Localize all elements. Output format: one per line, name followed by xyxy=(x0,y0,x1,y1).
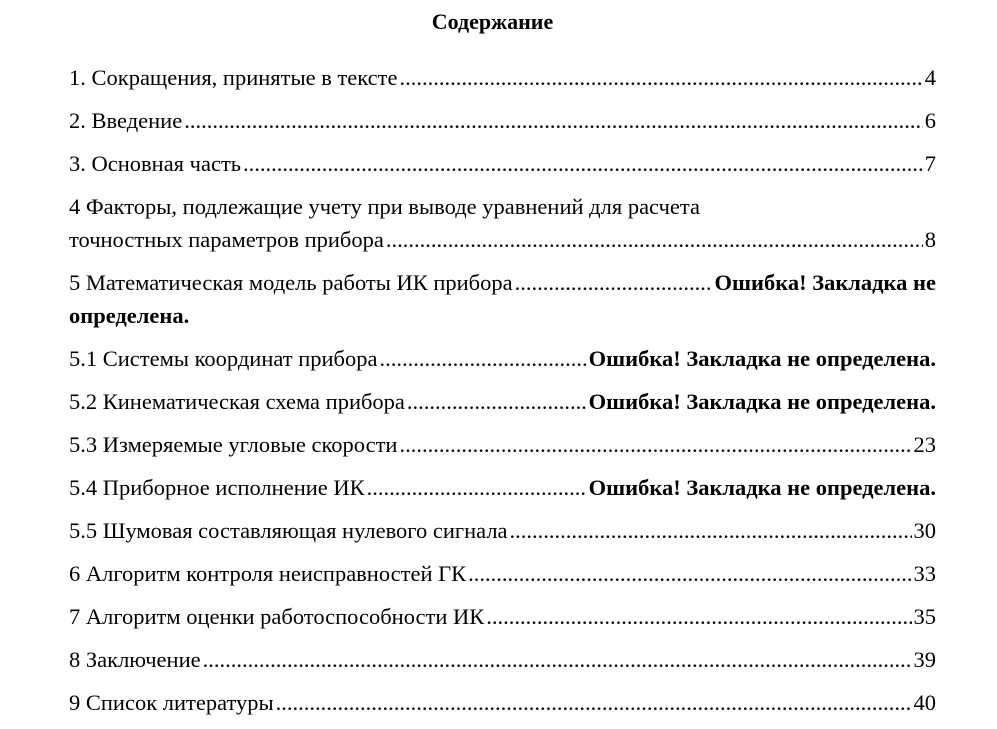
dot-leader xyxy=(399,428,911,461)
dot-leader xyxy=(380,342,587,375)
toc-entry[interactable] xyxy=(69,385,936,418)
toc-entry-label-line1: 4 Факторы, подлежащие учету при выводе уравнений для расчета xyxy=(69,194,700,219)
toc-entry[interactable] xyxy=(69,342,936,375)
toc-entry-label: 2. Введение xyxy=(69,108,183,133)
dot-leader xyxy=(184,104,923,137)
toc-entry[interactable] xyxy=(69,266,936,332)
toc-entry-line xyxy=(69,471,936,504)
bookmark-error: Ошибка! Закладка не xyxy=(714,270,936,295)
toc-entry[interactable] xyxy=(69,471,936,504)
dot-leader xyxy=(243,147,923,180)
toc-entry-label: 7 Алгоритм оценки работоспособности ИК xyxy=(69,604,485,629)
toc-list xyxy=(69,61,936,729)
toc-page-number: 33 xyxy=(913,561,936,586)
toc-entry-line xyxy=(69,514,936,547)
dot-leader xyxy=(515,266,713,299)
toc-entry-line xyxy=(69,147,936,180)
dot-leader xyxy=(386,223,923,256)
toc-entry[interactable] xyxy=(69,61,936,94)
toc-entry-label: 8 Заключение xyxy=(69,647,201,672)
toc-entry-line xyxy=(69,104,936,137)
toc-entry-label: 5.2 Кинематическая схема прибора xyxy=(69,389,405,414)
toc-entry[interactable] xyxy=(69,643,936,676)
toc-entry-line xyxy=(69,342,936,375)
toc-page-number: 8 xyxy=(924,227,936,252)
toc-entry-line xyxy=(69,61,936,94)
dot-leader xyxy=(399,61,922,94)
toc-entry-line xyxy=(69,643,936,676)
toc-entry[interactable] xyxy=(69,686,936,719)
toc-entry[interactable] xyxy=(69,600,936,633)
toc-entry-line xyxy=(69,428,936,461)
toc-entry[interactable] xyxy=(69,147,936,180)
toc-entry-label: 9 Список литературы xyxy=(69,690,274,715)
toc-page-number: 7 xyxy=(924,151,936,176)
toc-entry[interactable] xyxy=(69,104,936,137)
toc-entry-line xyxy=(69,557,936,590)
toc-page-number: 39 xyxy=(913,647,936,672)
toc-entry-label: 5.4 Приборное исполнение ИК xyxy=(69,475,365,500)
toc-page-number: 6 xyxy=(924,108,936,133)
dot-leader xyxy=(203,643,912,676)
toc-page-number: 30 xyxy=(913,518,936,543)
dot-leader xyxy=(276,686,912,719)
toc-entry-line xyxy=(69,266,936,299)
toc-entry-label: 6 Алгоритм контроля неисправностей ГК xyxy=(69,561,467,586)
toc-entry[interactable] xyxy=(69,514,936,547)
toc-entry-label: 5.3 Измеряемые угловые скорости xyxy=(69,432,398,457)
toc-entry-label: 1. Сокращения, принятые в тексте xyxy=(69,65,398,90)
toc-entry-label: 3. Основная часть xyxy=(69,151,242,176)
bookmark-error-continuation: определена. xyxy=(69,303,190,328)
toc-entry-label-line2: точностных параметров прибора xyxy=(69,227,384,252)
toc-entry-line xyxy=(69,223,936,256)
dot-leader xyxy=(367,471,587,504)
toc-entry[interactable] xyxy=(69,190,936,256)
dot-leader xyxy=(486,600,911,633)
toc-page-number: 23 xyxy=(913,432,936,457)
toc-page-number: 4 xyxy=(924,65,936,90)
toc-entry-label: 5 Математическая модель работы ИК прибора xyxy=(69,270,513,295)
bookmark-error: Ошибка! Закладка не определена. xyxy=(588,389,936,414)
toc-entry-line xyxy=(69,385,936,418)
toc-entry-label: 5.5 Шумовая составляющая нулевого сигнала xyxy=(69,518,508,543)
toc-page-number: 40 xyxy=(913,690,936,715)
bookmark-error: Ошибка! Закладка не определена. xyxy=(588,475,936,500)
toc-title: Содержание xyxy=(431,9,554,34)
toc-entry-line xyxy=(69,686,936,719)
toc-entry-label: 5.1 Системы координат прибора xyxy=(69,346,378,371)
dot-leader xyxy=(468,557,911,590)
toc-entry[interactable] xyxy=(69,428,936,461)
dot-leader xyxy=(407,385,587,418)
bookmark-error: Ошибка! Закладка не определена. xyxy=(588,346,936,371)
toc-entry[interactable] xyxy=(69,557,936,590)
dot-leader xyxy=(510,514,912,547)
toc-page-number: 35 xyxy=(913,604,936,629)
toc-entry-line xyxy=(69,600,936,633)
